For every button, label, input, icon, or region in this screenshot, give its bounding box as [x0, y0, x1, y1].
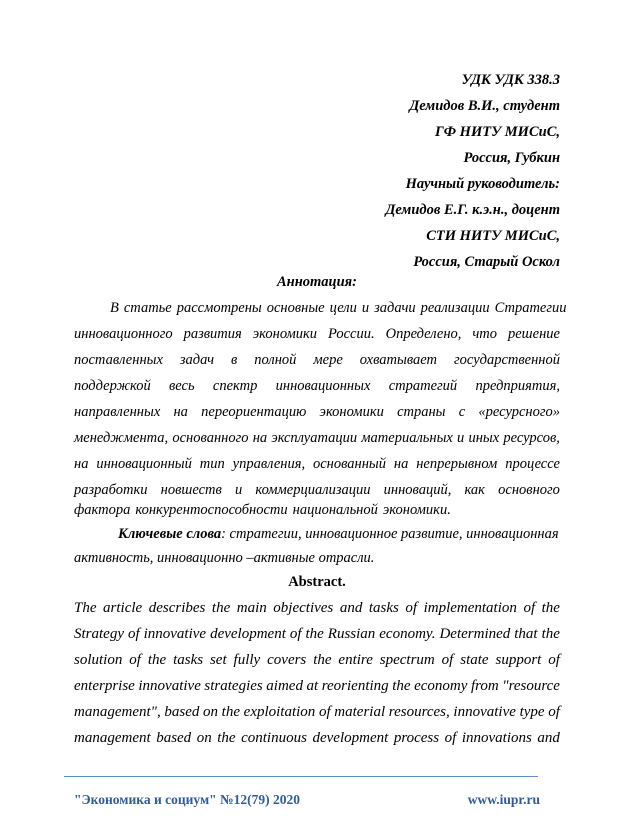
word: development	[312, 730, 389, 746]
word: на	[252, 430, 268, 446]
word: The	[74, 600, 97, 616]
word: национальной	[292, 502, 378, 518]
word: материальных	[361, 430, 453, 446]
annotation-line	[74, 404, 560, 421]
word: innovations	[461, 730, 532, 746]
word: новшеств	[160, 482, 222, 498]
author-location: Россия, Губкин	[463, 150, 560, 166]
word: Стратегии	[494, 300, 567, 316]
word: поставленных	[74, 352, 163, 368]
word: инновационных	[275, 378, 371, 394]
word: задачи	[374, 300, 416, 316]
word: of	[523, 600, 536, 616]
word: of	[548, 704, 560, 720]
word: инновационный	[96, 456, 192, 472]
word: set	[209, 652, 227, 668]
word: поддержкой	[74, 378, 151, 394]
word: что	[472, 326, 498, 342]
word: of	[127, 626, 140, 642]
word: fully	[233, 652, 261, 668]
word: охватывает	[359, 352, 438, 368]
word: государственной	[453, 352, 560, 368]
word: и	[361, 300, 370, 316]
word: основанный	[312, 456, 386, 472]
word: objectives	[273, 600, 334, 616]
abstract-line	[74, 678, 560, 695]
word: based	[164, 704, 200, 720]
word: переориентацию	[201, 404, 307, 420]
word: of	[318, 704, 331, 720]
word: type	[519, 704, 545, 720]
word: как	[464, 482, 485, 498]
supervisor-affiliation: СТИ НИТУ МИСиС,	[426, 228, 560, 244]
word: России.	[328, 326, 375, 342]
word: «ресурсного»	[478, 404, 560, 420]
word: иных	[468, 430, 500, 446]
word: management	[74, 730, 151, 746]
word: спектр	[212, 378, 258, 394]
keywords-text-2: активность, инновационно –активные отрасли.	[74, 550, 375, 566]
word: reorienting	[321, 678, 389, 694]
word: управления,	[232, 456, 306, 472]
word: В	[110, 300, 119, 316]
word: весь	[169, 378, 195, 394]
abstract-line	[74, 730, 560, 747]
word: цели	[329, 300, 357, 316]
abstract-line	[74, 652, 560, 669]
word: основного	[498, 482, 560, 498]
abstract-title: Abstract.	[288, 574, 346, 590]
word: covers	[267, 652, 307, 668]
abstract-line	[74, 600, 560, 617]
word: тип	[199, 456, 225, 472]
word: and	[537, 730, 560, 746]
word: tasks	[173, 652, 204, 668]
word: предприятия,	[475, 378, 560, 394]
word: process	[393, 730, 440, 746]
word: economy.	[379, 626, 436, 642]
word: на	[74, 456, 89, 472]
word: полной	[254, 352, 297, 368]
word: continuous	[241, 730, 307, 746]
word: инноваций,	[383, 482, 452, 498]
udc-code: УДК УДК 338.3	[461, 72, 560, 88]
keywords-line-2	[74, 550, 560, 567]
annotation-line	[74, 502, 560, 519]
word: of	[129, 652, 141, 668]
word: решение	[508, 326, 560, 342]
word: on	[196, 730, 212, 746]
word: разработки	[74, 482, 148, 498]
word: основанного	[172, 430, 249, 446]
journal-url[interactable]: www.iupr.ru	[467, 792, 540, 807]
keywords-line-1	[118, 526, 560, 543]
word: экономики	[252, 326, 318, 342]
word: мере	[313, 352, 343, 368]
word: the	[147, 652, 167, 668]
word: the	[392, 678, 411, 694]
word: рассмотрены	[176, 300, 262, 316]
annotation-line	[74, 482, 560, 499]
word: support	[495, 652, 542, 668]
word: of	[289, 626, 302, 642]
word: innovative	[138, 678, 201, 694]
annotation-line	[74, 430, 560, 447]
word: основные	[266, 300, 325, 316]
word: процессе	[505, 456, 560, 472]
word: resources,	[388, 704, 450, 720]
word: that	[514, 626, 538, 642]
annotation-line	[74, 326, 560, 343]
word: страны	[397, 404, 446, 420]
word: development	[210, 626, 286, 642]
word: spectrum	[379, 652, 435, 668]
word: innovative	[453, 704, 516, 720]
word: экономики.	[382, 502, 451, 518]
word: Russian	[327, 626, 376, 642]
word: экономики	[319, 404, 384, 420]
word: main	[236, 600, 267, 616]
word: state	[460, 652, 489, 668]
word: of	[405, 600, 418, 616]
word: менеджмента,	[74, 430, 169, 446]
supervisor-label: Научный руководитель:	[405, 176, 560, 192]
journal-title: "Экономика и социум" №12(79) 2020	[74, 792, 300, 807]
word: на	[173, 404, 188, 420]
word: на	[393, 456, 409, 472]
word: фактора	[74, 502, 131, 518]
word: the	[313, 652, 332, 668]
word: the	[217, 730, 236, 746]
word: коммерциализации	[255, 482, 371, 498]
annotation-line	[110, 300, 567, 317]
annotation-title: Аннотация:	[277, 274, 357, 290]
annotation-line	[74, 456, 560, 473]
word: solution	[74, 652, 123, 668]
word: the	[305, 626, 324, 642]
word: on	[203, 704, 219, 720]
word: the	[541, 600, 560, 616]
word: в	[231, 352, 238, 368]
keywords-label: Ключевые слова	[118, 526, 222, 542]
word: Strategy	[74, 626, 124, 642]
supervisor-location: Россия, Старый Оскол	[413, 254, 560, 270]
word: реализации	[420, 300, 490, 316]
word: management",	[74, 704, 161, 720]
word: article	[103, 600, 143, 616]
word: enterprise	[74, 678, 135, 694]
annotation-line	[74, 378, 560, 395]
word: "resource	[502, 678, 560, 694]
word: tasks	[368, 600, 399, 616]
word: based	[156, 730, 192, 746]
word: describes	[148, 600, 206, 616]
word: implementation	[423, 600, 517, 616]
word: Determined	[439, 626, 511, 642]
word: и	[457, 430, 465, 446]
word: ресурсов,	[503, 430, 560, 446]
keywords-text: : стратегии, инновационное развитие, инновационная	[221, 526, 559, 542]
word: and	[339, 600, 363, 616]
word: strategies	[204, 678, 263, 694]
word: инновационного	[74, 326, 173, 342]
word: статье	[123, 300, 172, 316]
word: направленных	[74, 404, 161, 420]
word: the	[541, 626, 560, 642]
word: the	[211, 600, 231, 616]
author-name: Демидов В.И., студент	[409, 98, 560, 114]
word: innovative	[143, 626, 207, 642]
word: развития	[183, 326, 242, 342]
abstract-line	[74, 626, 560, 643]
word: конкурентоспособности	[135, 502, 288, 518]
abstract-line	[74, 704, 560, 721]
word: aimed	[266, 678, 303, 694]
word: of	[441, 652, 454, 668]
word: economy	[414, 678, 468, 694]
word: стратегий	[388, 378, 458, 394]
word: the	[221, 704, 240, 720]
annotation-line	[74, 352, 560, 369]
word: of	[548, 652, 560, 668]
word: from	[470, 678, 499, 694]
supervisor-name: Демидов Е.Г. к.э.н., доцент	[385, 202, 560, 218]
word: задач	[179, 352, 215, 368]
word: с	[458, 404, 466, 420]
word: at	[306, 678, 319, 694]
footer-divider	[64, 776, 538, 777]
word: эксплуатации	[271, 430, 358, 446]
word: material	[334, 704, 386, 720]
word: exploitation	[243, 704, 316, 720]
author-affiliation: ГФ НИТУ МИСиС,	[434, 124, 560, 140]
word: Определено,	[385, 326, 462, 342]
word: непрерывном	[416, 456, 498, 472]
word: entire	[338, 652, 373, 668]
word: of	[444, 730, 457, 746]
word: и	[234, 482, 243, 498]
